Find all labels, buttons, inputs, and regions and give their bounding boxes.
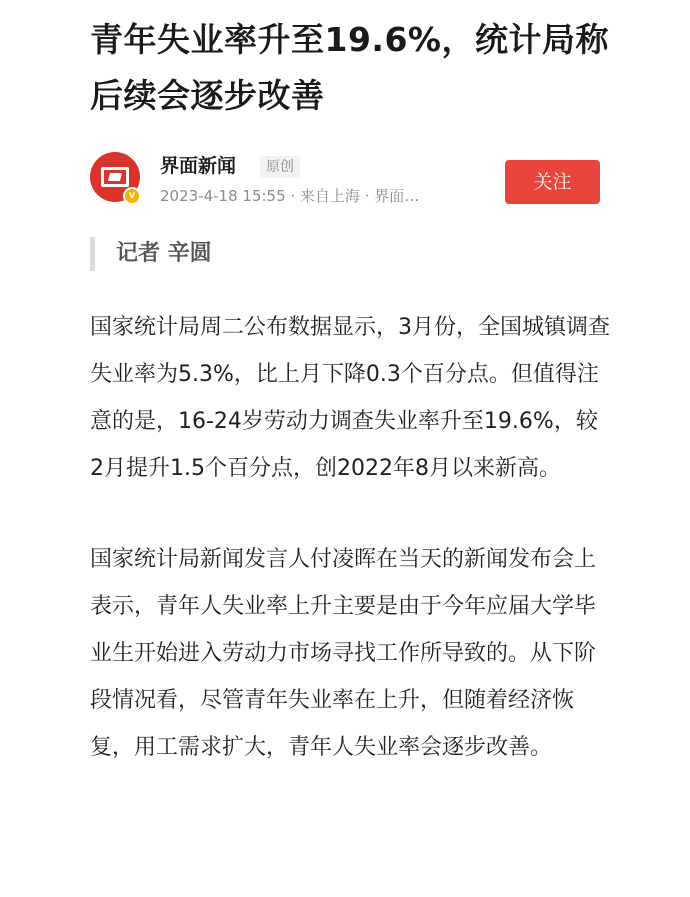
quote-bar [90, 237, 95, 271]
follow-button[interactable]: 关注 [505, 160, 600, 204]
original-tag: 原创 [260, 156, 300, 178]
byline-text: 记者 辛圆 [116, 241, 212, 266]
jiemian-logo-icon [101, 167, 129, 187]
reporter-byline [90, 237, 610, 271]
article-paragraph: 国家统计局周二公布数据显示，3月份，全国城镇调查失业率为5.3%，比上月下降0.3个百分点。但值得注意的是，16-24岁劳动力调查失业率升至19.6%，较2月提升1.5个百分点，创2022年8月以来新高。 [90, 315, 610, 481]
avatar[interactable] [90, 152, 140, 202]
article-title: 青年失业率升至19.6%，统计局称后续会逐步改善 [90, 20, 609, 115]
verified-badge-icon: v [123, 187, 141, 205]
author-name[interactable]: 界面新闻 [160, 155, 237, 177]
article-paragraph: 国家统计局新闻发言人付凌晖在当天的新闻发布会上表示，青年人失业率上升主要是由于今年应届大学毕业生开始进入劳动力市场寻找工作所导致的。从下阶段情况看，尽管青年失业率在上升，但随着经济恢复，用工需求扩大，青年人失业率会逐步改善。 [90, 547, 597, 760]
author-bar [90, 150, 610, 220]
article [90, 0, 610, 771]
publish-meta: 2023-4-18 15:55 · 来自上海 · 界面… [160, 187, 420, 205]
